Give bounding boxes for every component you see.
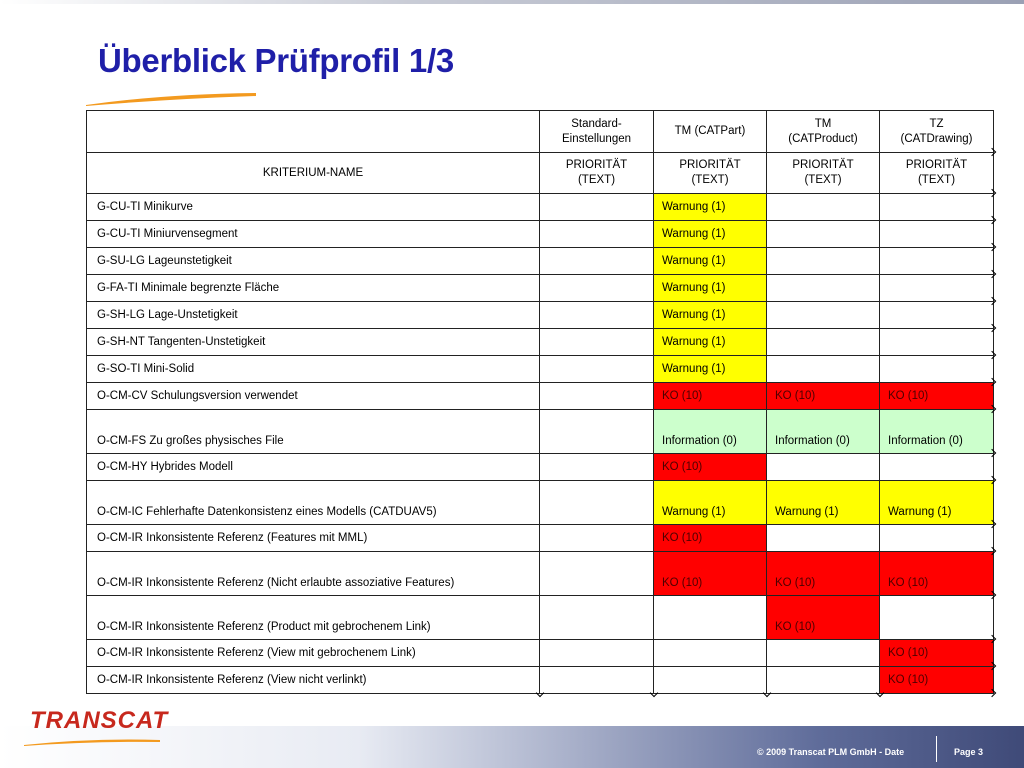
priority-cell-tm-catproduct (767, 356, 880, 383)
priority-cell-standard (540, 596, 654, 640)
criterion-name-cell: G-SU-LG Lageunstetigkeit (87, 248, 540, 275)
priority-cell-standard (540, 552, 654, 596)
table-row (87, 640, 994, 667)
priority-cell-tz-catdrawing (880, 221, 994, 248)
page-number: Page 3 (954, 747, 984, 757)
priority-cell-tm-catpart: Warnung (1) (654, 221, 767, 248)
priority-cell-tm-catproduct (767, 302, 880, 329)
criterion-name-cell: O-CM-FS Zu großes physisches File (87, 410, 540, 454)
priority-cell-tm-catproduct (767, 248, 880, 275)
table-row (87, 552, 994, 596)
header-tz-catdrawing: TZ (CATDrawing) (880, 111, 994, 153)
priority-cell-standard (540, 454, 654, 481)
priority-cell-tm-catpart: KO (10) (654, 454, 767, 481)
table-row (87, 329, 994, 356)
header-priority: PRIORITÄT (TEXT) (880, 153, 994, 194)
priority-cell-standard (540, 410, 654, 454)
criterion-name-cell: O-CM-IR Inkonsistente Referenz (Product mit gebrochenem Link) (87, 596, 540, 640)
criteria-table (86, 110, 994, 694)
priority-cell-tm-catpart: Information (0) (654, 410, 767, 454)
priority-cell-tm-catpart (654, 640, 767, 667)
priority-cell-tm-catproduct (767, 221, 880, 248)
priority-cell-tm-catpart: Warnung (1) (654, 194, 767, 221)
priority-cell-tz-catdrawing (880, 454, 994, 481)
priority-cell-tm-catproduct: Information (0) (767, 410, 880, 454)
criterion-name-cell: G-CU-TI Miniurvensegment (87, 221, 540, 248)
top-rule (0, 0, 1024, 4)
header-tm-catproduct: TM (CATProduct) (767, 111, 880, 153)
priority-cell-tz-catdrawing: KO (10) (880, 552, 994, 596)
priority-cell-tz-catdrawing: KO (10) (880, 383, 994, 410)
priority-cell-standard (540, 248, 654, 275)
table-row (87, 248, 994, 275)
table-row (87, 194, 994, 221)
priority-cell-tm-catpart: KO (10) (654, 525, 767, 552)
priority-cell-tm-catproduct: KO (10) (767, 552, 880, 596)
priority-cell-tm-catpart: Warnung (1) (654, 329, 767, 356)
priority-cell-tm-catpart: Warnung (1) (654, 481, 767, 525)
header-blank-cell (87, 111, 540, 153)
criterion-name-cell: O-CM-HY Hybrides Modell (87, 454, 540, 481)
priority-cell-tz-catdrawing (880, 302, 994, 329)
priority-cell-tz-catdrawing (880, 525, 994, 552)
priority-cell-tz-catdrawing (880, 275, 994, 302)
title-underline-swoosh (84, 90, 259, 108)
priority-cell-standard (540, 302, 654, 329)
criterion-name-cell: G-CU-TI Minikurve (87, 194, 540, 221)
table-row (87, 356, 994, 383)
priority-cell-tz-catdrawing: KO (10) (880, 640, 994, 667)
priority-cell-tz-catdrawing (880, 248, 994, 275)
criterion-name-cell: O-CM-IR Inkonsistente Referenz (Features mit MML) (87, 525, 540, 552)
priority-cell-tm-catproduct: KO (10) (767, 383, 880, 410)
priority-cell-tm-catproduct (767, 640, 880, 667)
transcat-logo: TRANSCAT (30, 707, 169, 734)
priority-cell-tm-catproduct (767, 194, 880, 221)
table-row (87, 481, 994, 525)
priority-cell-tm-catpart (654, 596, 767, 640)
priority-cell-tm-catpart: KO (10) (654, 552, 767, 596)
priority-cell-tm-catproduct: Warnung (1) (767, 481, 880, 525)
table-row (87, 454, 994, 481)
priority-cell-standard (540, 194, 654, 221)
priority-cell-tz-catdrawing (880, 194, 994, 221)
page-title: Überblick Prüfprofil 1/3 (98, 42, 454, 79)
header-standard: Standard- Einstellungen (540, 111, 654, 153)
criterion-name-cell: O-CM-IC Fehlerhafte Datenkonsistenz eines Modells (CATDUAV5) (87, 481, 540, 525)
header-row-priority (87, 153, 994, 194)
table-row (87, 525, 994, 552)
criterion-name-cell: O-CM-IR Inkonsistente Referenz (View mit gebrochenem Link) (87, 640, 540, 667)
priority-cell-standard (540, 525, 654, 552)
priority-cell-tm-catpart: Warnung (1) (654, 275, 767, 302)
criterion-name-cell: O-CM-CV Schulungsversion verwendet (87, 383, 540, 410)
priority-cell-standard (540, 221, 654, 248)
header-priority: PRIORITÄT (TEXT) (540, 153, 654, 194)
footer (0, 690, 1024, 768)
priority-cell-standard (540, 329, 654, 356)
table-row (87, 302, 994, 329)
priority-cell-tm-catpart: KO (10) (654, 383, 767, 410)
criterion-name-cell: G-FA-TI Minimale begrenzte Fläche (87, 275, 540, 302)
header-tm-catpart: TM (CATPart) (654, 111, 767, 153)
criterion-name-cell: G-SO-TI Mini-Solid (87, 356, 540, 383)
priority-cell-tz-catdrawing: KO (10) (880, 667, 994, 694)
priority-cell-tz-catdrawing (880, 329, 994, 356)
priority-cell-tm-catproduct: KO (10) (767, 596, 880, 640)
priority-cell-tz-catdrawing: Information (0) (880, 410, 994, 454)
criterion-name-cell: O-CM-IR Inkonsistente Referenz (View nicht verlinkt) (87, 667, 540, 694)
header-criterion-name: KRITERIUM-NAME (87, 153, 540, 194)
footer-separator (936, 736, 937, 762)
logo-swoosh-icon (22, 737, 162, 747)
priority-cell-tz-catdrawing (880, 596, 994, 640)
criterion-name-cell: G-SH-LG Lage-Unstetigkeit (87, 302, 540, 329)
priority-cell-tm-catpart: Warnung (1) (654, 356, 767, 383)
priority-cell-tm-catproduct (767, 329, 880, 356)
priority-cell-tm-catproduct (767, 275, 880, 302)
priority-cell-standard (540, 356, 654, 383)
header-priority: PRIORITÄT (TEXT) (654, 153, 767, 194)
table-row (87, 410, 994, 454)
table-row (87, 221, 994, 248)
header-priority: PRIORITÄT (TEXT) (767, 153, 880, 194)
table-row (87, 383, 994, 410)
priority-cell-tz-catdrawing (880, 356, 994, 383)
header-row-columns (87, 111, 994, 153)
priority-cell-standard (540, 481, 654, 525)
table-row (87, 275, 994, 302)
priority-cell-standard (540, 640, 654, 667)
priority-cell-standard (540, 383, 654, 410)
priority-cell-standard (540, 275, 654, 302)
criterion-name-cell: O-CM-IR Inkonsistente Referenz (Nicht erlaubte assoziative Features) (87, 552, 540, 596)
table-row (87, 596, 994, 640)
priority-cell-tm-catproduct (767, 525, 880, 552)
footer-copyright: © 2009 Transcat PLM GmbH - Date (757, 747, 905, 757)
priority-cell-tm-catpart: Warnung (1) (654, 302, 767, 329)
priority-cell-tm-catpart: Warnung (1) (654, 248, 767, 275)
priority-cell-tz-catdrawing: Warnung (1) (880, 481, 994, 525)
priority-cell-tm-catproduct (767, 454, 880, 481)
criterion-name-cell: G-SH-NT Tangenten-Unstetigkeit (87, 329, 540, 356)
